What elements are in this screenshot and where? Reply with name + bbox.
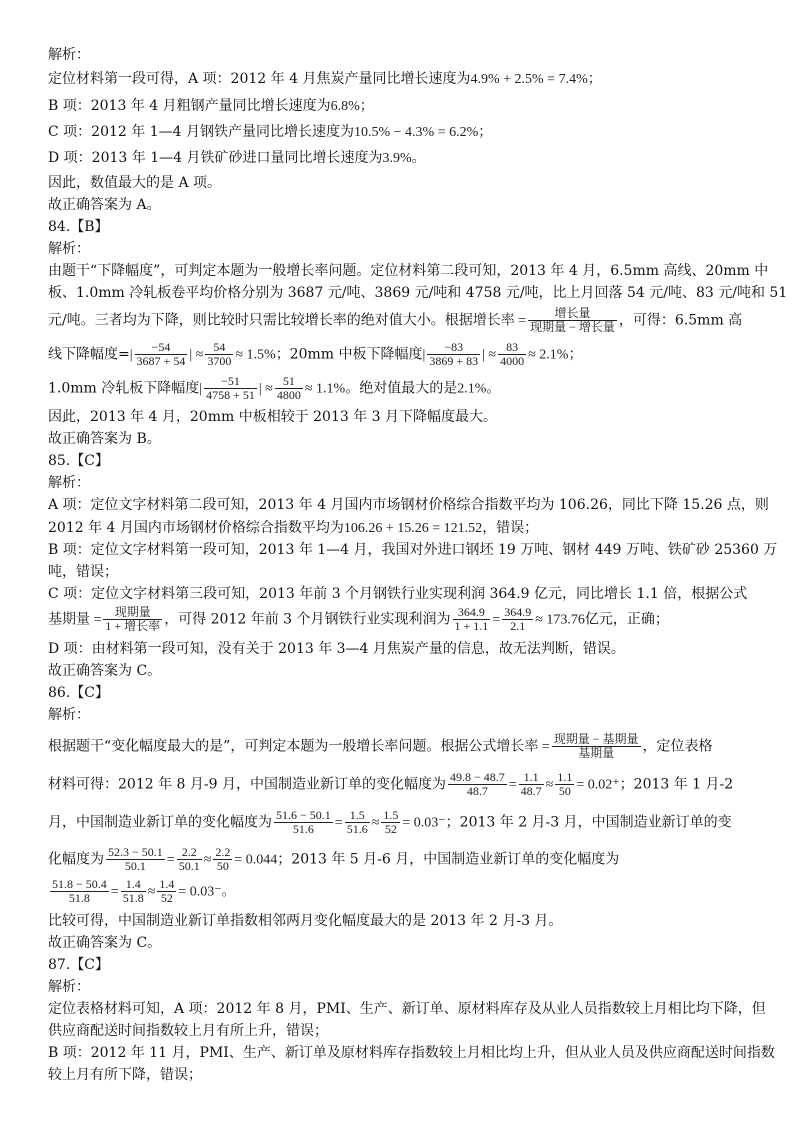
fraction: $\frac{-51}{4758 + 51}$ — [206, 374, 255, 402]
text-line: 解析： — [48, 979, 90, 995]
fraction: $\frac{51.8 - 50.4}{51.8}$ — [52, 877, 107, 905]
formula-line: 月，中国制造业新订单的变化幅度为 $\frac{51.6 - 50.1}{51.6}$ = $\frac{1.5}{51.6}$ ≈ $\frac{1.5}{52}$ = 0.03⁻；2013 年 2 月-3 月，中国制造业新订单的变 — [48, 808, 732, 836]
question-number: 87.【C】 — [48, 957, 109, 973]
fraction: $\frac{\text{现期量}}{\text{1 + 增长率}}$ — [105, 605, 161, 633]
fraction: $\frac{52.3 - 50.1}{50.1}$ — [108, 845, 163, 873]
fraction: $\frac{51.6 - 50.1}{51.6}$ — [276, 808, 331, 836]
fraction: $\frac{\text{现期量 − 基期量}}{\text{基期量}}$ — [553, 732, 639, 760]
text-line: 2012 年 4 月国内市场钢材价格综合指数平均为106.26 + 15.26 = 121.52，错误； — [48, 520, 539, 536]
fraction: $\frac{364.9}{1 + 1.1}$ — [454, 605, 489, 633]
fraction: $\frac{2.2}{50.1}$ — [178, 845, 200, 873]
formula-line: 1.0mm 冷轧板下降幅度| $\frac{-51}{4758 + 51}$ | ≈ $\frac{51}{4800}$ ≈ 1.1%。绝对值最大的是2.1%。 — [48, 374, 501, 402]
text-line: 比较可得，中国制造业新订单指数相邻两月变化幅度最大的是 2013 年 2 月-3 月。 — [48, 913, 563, 929]
text-line: D 项：由材料第一段可知，没有关于 2013 年 3—4 月焦炭产量的信息，故无法判断，错误。 — [48, 641, 625, 657]
text-line: 板、1.0mm 冷轧板卷平均价格分别为 3687 元/吨、3869 元/吨和 4758 元/吨，比上月回落 54 元/吨、83 元/吨和 51 — [48, 285, 788, 301]
formula-line: 化幅度为 $\frac{52.3 - 50.1}{50.1}$ = $\frac{2.2}{50.1}$ ≈ $\frac{2.2}{50}$ = 0.044；2013 年 5 月-6 月，中国制造业新订单的变化幅度为 — [48, 845, 620, 873]
formula-line: 元/吨。三者均为下降，则比较时只需比较增长率的绝对值大小。根据增长率 = $\frac{\text{增长量}}{\text{现期量 − 增长量}}$ ，可得：6.5mm 高 — [48, 306, 743, 334]
text-line: C 项：2012 年 1—4 月钢铁产量同比增长速度为10.5% − 4.3% = 6.2%； — [48, 124, 493, 140]
fraction: $\frac{1.1}{48.7}$ — [520, 770, 542, 798]
fraction: $\frac{\text{增长量}}{\text{现期量 − 增长量}}$ — [530, 306, 615, 334]
text-line: 较上月有所下降，错误； — [48, 1067, 202, 1083]
fraction: $\frac{1.4}{52}$ — [159, 877, 175, 905]
fraction: $\frac{49.8 - 48.7}{48.7}$ — [449, 770, 505, 798]
text-line: 解析： — [48, 241, 90, 257]
text-line: 故正确答案为 C。 — [48, 663, 162, 679]
text-line: C 项：定位文字材料第三段可知，2013 年前 3 个月钢铁行业实现利润 364.9 亿元，同比增长 1.1 倍，根据公式 — [48, 586, 748, 602]
text-line: 解析： — [48, 47, 90, 63]
text-line: 故正确答案为 A。 — [48, 197, 161, 213]
fraction: $\frac{364.9}{2.1}$ — [504, 605, 532, 633]
text-line: A 项：定位文字材料第二段可知，2013 年 4 月国内市场钢材价格综合指数平均为 106.26，同比下降 15.26 点，则 — [48, 497, 769, 513]
fraction: $\frac{1.4}{51.8}$ — [122, 877, 144, 905]
text-line: 故正确答案为 B。 — [48, 431, 161, 447]
question-number: 86.【C】 — [48, 685, 109, 701]
text-line: 由题干“下降幅度”，可判定本题为一般增长率问题。定位材料第二段可知，2013 年 4 月，6.5mm 高线、20mm 中 — [48, 263, 769, 279]
fraction: $\frac{83}{4000}$ — [500, 340, 525, 368]
formula-line: $\frac{51.8 - 50.4}{51.8}$ = $\frac{1.4}{51.8}$ ≈ $\frac{1.4}{52}$ = 0.03⁻。 — [52, 877, 236, 905]
text-line: 解析： — [48, 475, 90, 491]
text-line: 定位材料第一段可得，A 项：2012 年 4 月焦炭产量同比增长速度为4.9% + 2.5% = 7.4%； — [48, 71, 602, 87]
text-line: D 项：2013 年 1—4 月铁矿砂进口量同比增长速度为3.9%。 — [48, 150, 426, 166]
text-line: 故正确答案为 C。 — [48, 935, 162, 951]
text-line: B 项：定位文字材料第一段可知，2013 年 1—4 月，我国对外进口钢坯 19 万吨、钢材 449 万吨、铁矿砂 25360 万 — [48, 542, 778, 558]
text-line: B 项：2013 年 4 月粗钢产量同比增长速度为6.8%； — [48, 98, 374, 114]
formula-line: 基期量 = $\frac{\text{现期量}}{\text{1 + 增长率}}$ ，可得 2012 年前 3 个月钢铁行业实现利润为 $\frac{364.9}{1 + 1.1}$ = $\frac{364.9}{2.1}$ ≈ 173.76亿元，正确； — [48, 605, 669, 633]
fraction: $\frac{1.1}{50}$ — [557, 770, 573, 798]
fraction: $\frac{-54}{3687 + 54}$ — [136, 340, 186, 368]
text-line: 因此，数值最大的是 A 项。 — [48, 175, 222, 191]
question-number: 84.【B】 — [48, 219, 109, 235]
fraction: $\frac{54}{3700}$ — [207, 340, 232, 368]
text-line: B 项：2012 年 11 月，PMI、生产、新订单及原材料库存指数较上月相比均上升，但从业人员及供应商配送时间指数 — [48, 1045, 775, 1061]
text-line: 解析： — [48, 707, 90, 723]
fraction: $\frac{1.5}{51.6}$ — [346, 808, 368, 836]
formula-line: 线下降幅度=| $\frac{-54}{3687 + 54}$ | ≈ $\frac{54}{3700}$ ≈ 1.5%；20mm 中板下降幅度| $\frac{-83}{3869 + 83}$ | ≈ $\frac{83}{4000}$ ≈ 2.1%； — [48, 340, 583, 368]
fraction: $\frac{2.2}{50}$ — [215, 845, 231, 873]
fraction: $\frac{51}{4800}$ — [276, 374, 301, 402]
question-number: 85.【C】 — [48, 453, 109, 469]
fraction: $\frac{1.5}{52}$ — [383, 808, 399, 836]
text-line: 供应商配送时间指数较上月有所上升，错误； — [48, 1023, 328, 1039]
text-line: 因此，2013 年 4 月，20mm 中板相较于 2013 年 3 月下降幅度最大。 — [48, 409, 498, 425]
fraction: $\frac{-83}{3869 + 83}$ — [429, 340, 479, 368]
formula-line: 根据题干“变化幅度最大的是”，可判定本题为一般增长率问题。根据公式增长率 = $\frac{\text{现期量 − 基期量}}{\text{基期量}}$ ，定位表格 — [48, 732, 713, 760]
text-line: 定位表格材料可知，A 项：2012 年 8 月，PMI、生产、新订单、原材料库存及从业人员指数较上月相比均下降，但 — [48, 1001, 766, 1017]
text-line: 吨，错误； — [48, 564, 118, 580]
formula-line: 材料可得：2012 年 8 月-9 月，中国制造业新订单的变化幅度为 $\frac{49.8 - 48.7}{48.7}$ = $\frac{1.1}{48.7}$ ≈ $\frac{1.1}{50}$ = 0.02⁺；2013 年 1 月-2 — [48, 770, 734, 798]
